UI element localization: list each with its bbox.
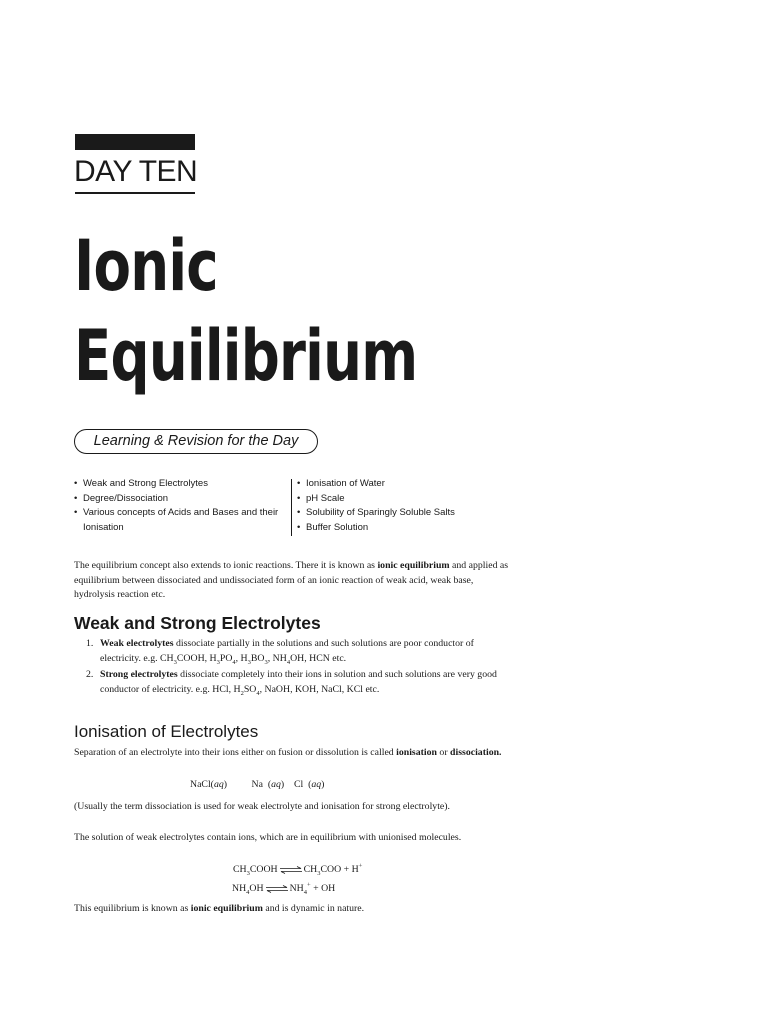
list-item-weak-electrolytes: 1. Weak electrolytes dissociate partially in the solutions and such solutions are poor conductor of electricity. e.g. $CH_3COOH$, $H_3PO_4$, $H_3BO_3$, $NH_4OH$, HCN etc. xyxy=(86,638,474,666)
chapter-title-line-2: Equilibrium xyxy=(74,315,418,397)
topic-item: • Buffer Solution xyxy=(297,521,477,536)
ammonium-hydroxide-equation: $NH_4OH$ $NH_4^+$ + OH xyxy=(232,881,336,896)
topic-item: • Degree/Dissociation xyxy=(74,492,286,507)
final-paragraph: This equilibrium is known as ionic equilibrium and is dynamic in nature. xyxy=(74,903,365,914)
ionisation-paragraph: Separation of an electrolyte into their ions either on fusion or dissolution is called ionisation or dissociation. xyxy=(74,747,502,758)
subheading-ionisation: Ionisation of Electrolytes xyxy=(74,722,259,741)
header-bar xyxy=(75,134,195,150)
day-label: DAY TEN xyxy=(74,155,198,188)
topic-item: • Solubility of Sparingly Soluble Salts xyxy=(297,506,477,521)
topic-item: • Various concepts of Acids and Bases and their Ionisation xyxy=(74,506,286,535)
topics-divider xyxy=(291,479,292,536)
equilibrium-arrow-icon xyxy=(279,866,303,874)
weak-electrolyte-paragraph: The solution of weak electrolytes contain ions, which are in equilibrium with unionised molecules. xyxy=(74,832,462,843)
intro-paragraph: The equilibrium concept also extends to ionic reactions. There it is known as ionic equilibrium and applied as equilibrium between dissociated and undissociated form of an ionic reaction of weak acid, weak base, hydrolysis reaction etc. xyxy=(74,560,509,600)
topic-item: • Ionisation of Water xyxy=(297,477,477,492)
topic-item: • Weak and Strong Electrolytes xyxy=(74,477,286,492)
equilibrium-arrow-icon xyxy=(265,885,289,893)
dissociation-note-paragraph: (Usually the term dissociation is used for weak electrolyte and ionisation for strong electrolyte). xyxy=(74,801,450,812)
topics-list-left xyxy=(74,477,286,535)
learning-revision-box: Learning & Revision for the Day xyxy=(74,429,318,454)
section-heading-electrolytes: Weak and Strong Electrolytes xyxy=(74,613,321,633)
nacl-equation: NaCl(aq) Na (aq) Cl (aq) xyxy=(190,779,325,790)
topic-item: • pH Scale xyxy=(297,492,477,507)
topics-list-right xyxy=(297,477,477,535)
acetic-acid-equation: $CH_3COOH$ $CH_3COO + H^+$ xyxy=(233,862,363,877)
list-item-strong-electrolytes: 2. Strong electrolytes dissociate completely into their ions in solution and such solutions are very good conductor of electricity. e.g. HCl, $H_2SO_4$, NaOH, KOH, NaCl, KCl etc. xyxy=(86,669,497,697)
chapter-title-line-1: Ionic xyxy=(74,225,218,307)
day-rule xyxy=(75,192,195,194)
